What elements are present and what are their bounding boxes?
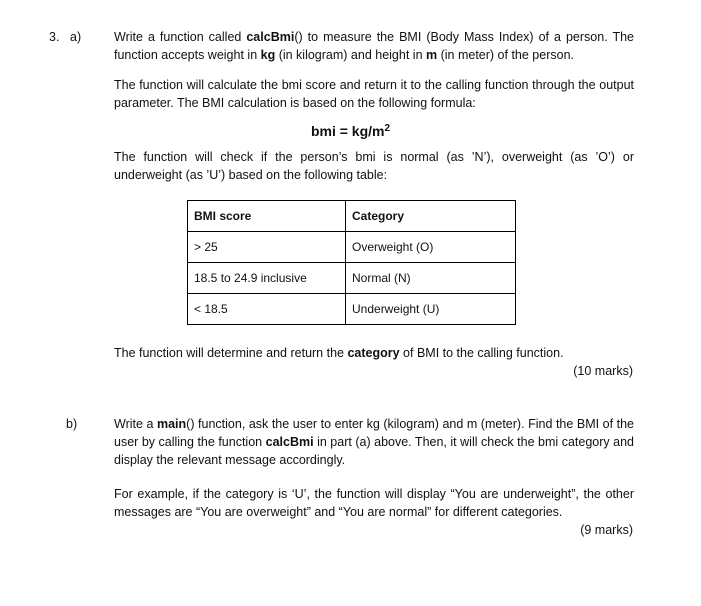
table-header-row bbox=[188, 201, 516, 232]
function-name: calcBmi bbox=[265, 435, 314, 449]
bmi-category-table bbox=[187, 200, 516, 325]
table-cell: 18.5 to 24.9 inclusive bbox=[188, 263, 346, 294]
part-a-marks: (10 marks) bbox=[573, 364, 633, 378]
table-cell: < 18.5 bbox=[188, 294, 346, 325]
unit-kg: kg bbox=[260, 48, 276, 62]
part-a-paragraph-2: The function will calculate the bmi score and return it to the calling function through the output parameter. The BMI calculation is based on the following formula: bbox=[114, 78, 634, 110]
text-run: () function, ask the user to enter kg (kilogram) and m (meter). Find the BMI of the user by calling the function bbox=[114, 417, 634, 449]
table-cell: Underweight (U) bbox=[346, 294, 516, 325]
text-run: (in meter) of the person. bbox=[437, 48, 574, 62]
table-row bbox=[188, 294, 516, 325]
header-bmi-score: BMI score bbox=[188, 201, 346, 232]
part-b-paragraph-2: For example, if the category is ‘U’, the function will display “You are underweight”, the other messages are “You are overweight” and “You are normal” for different categories. bbox=[114, 487, 634, 519]
table-cell: > 25 bbox=[188, 232, 346, 263]
table-cell: Overweight (O) bbox=[346, 232, 516, 263]
part-b-paragraph-1 bbox=[114, 415, 634, 469]
table-row bbox=[188, 263, 516, 294]
function-name: calcBmi bbox=[246, 30, 295, 44]
text-run: of BMI to the calling function. bbox=[399, 346, 564, 360]
part-a-paragraph-4 bbox=[114, 344, 634, 362]
text-run: Write a bbox=[114, 417, 157, 431]
formula-text: bmi = kg/m bbox=[310, 123, 385, 139]
text-run: () to measure the BMI (Body Mass Index) of a person. The function accepts weight in bbox=[114, 30, 634, 62]
table-row bbox=[188, 232, 516, 263]
text-run: The function will determine and return the bbox=[114, 346, 348, 360]
part-a-paragraph-3: The function will check if the person’s bmi is normal (as ’N’), overweight (as ’O’) or underweight (as ’U’) based on the following table: bbox=[114, 150, 634, 182]
function-name: main bbox=[156, 417, 187, 431]
header-category: Category bbox=[346, 201, 516, 232]
part-b-label: b) bbox=[66, 417, 78, 431]
part-b-marks: (9 marks) bbox=[580, 523, 633, 537]
table-cell: Normal (N) bbox=[346, 263, 516, 294]
text-run: (in kilogram) and height in bbox=[275, 48, 426, 62]
category-keyword: category bbox=[347, 346, 400, 360]
text-run: Write a function called bbox=[114, 30, 247, 44]
part-a-paragraph-1 bbox=[114, 28, 634, 64]
part-a-label: a) bbox=[70, 30, 82, 44]
formula-exponent: 2 bbox=[384, 123, 391, 134]
question-number: 3. bbox=[49, 30, 60, 44]
bmi-formula bbox=[0, 120, 701, 140]
text-run: in part (a) above. Then, it will check the bmi category and display the relevant message accordingly. bbox=[114, 435, 634, 467]
unit-m: m bbox=[426, 48, 438, 62]
